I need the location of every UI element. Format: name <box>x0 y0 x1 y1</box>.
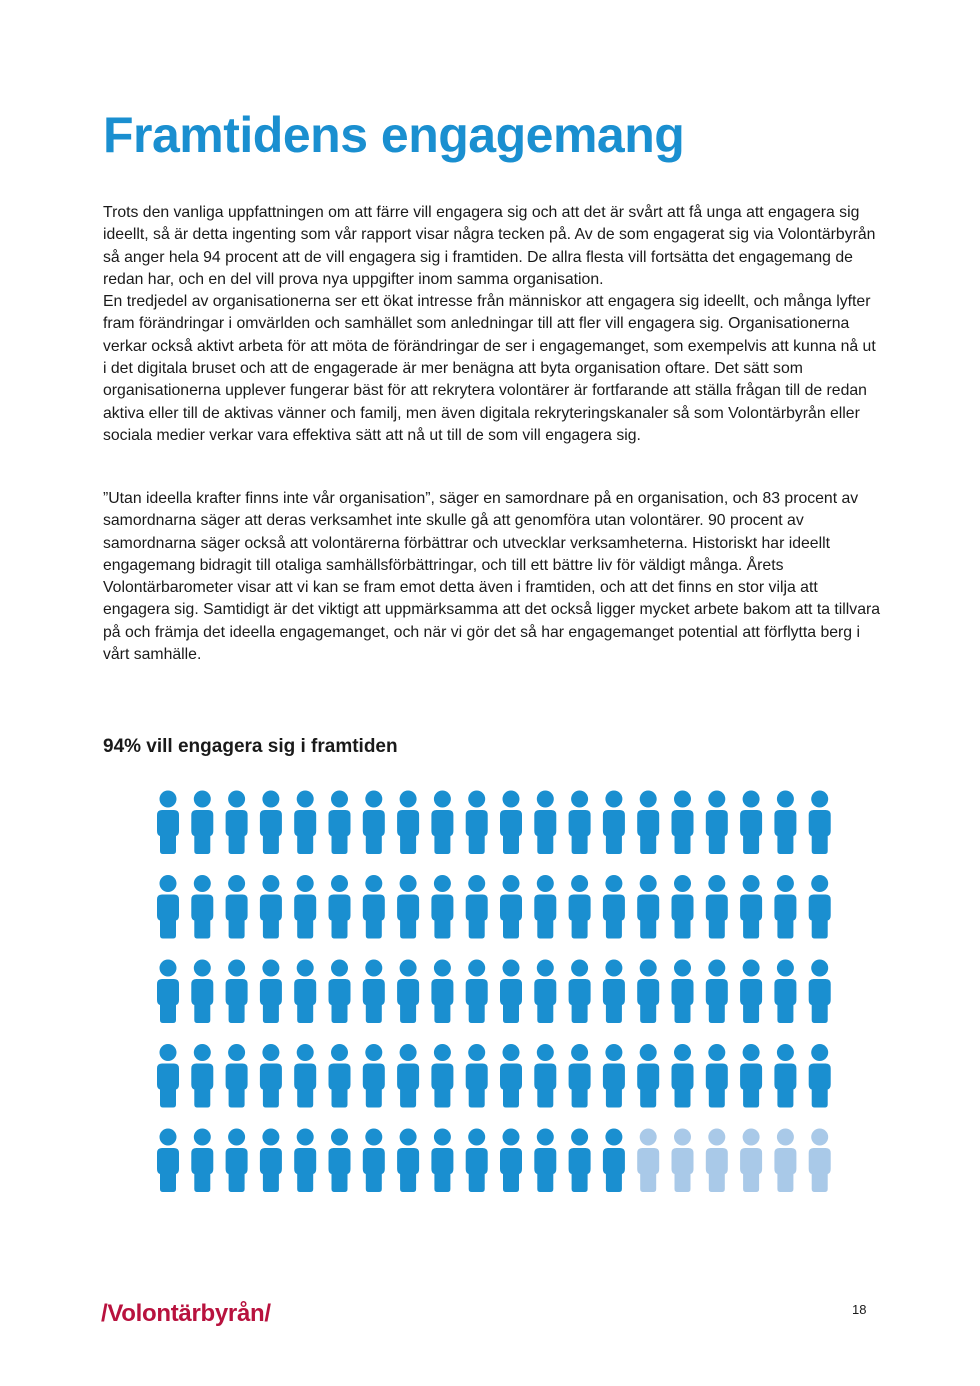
person-icon-highlighted <box>466 875 488 939</box>
person-icon-highlighted <box>774 791 796 855</box>
person-icon-highlighted <box>534 960 556 1024</box>
person-icon-highlighted <box>191 1044 213 1108</box>
person-icon-highlighted <box>191 791 213 855</box>
person-icon-highlighted <box>706 1044 728 1108</box>
person-icon-highlighted <box>466 791 488 855</box>
person-icon-highlighted <box>740 791 762 855</box>
body-paragraph: En tredjedel av organisationerna ser ett ökat intresse från människor att engagera sig ideellt, och många lyfter fram förändringar i omvärlden och samhället som anledningar till att fler vill engagera sig. Organisationerna verkar också aktivt arbeta för att möta de förändringar de ser i engagemanget, som exempelvis att kunna nå ut i det digitala bruset och att de engagerade är mer benägna att byta organisation oftare. Det sätt som organisationerna upplever fungerar bäst för att rekrytera volontärer är fortfarande att ställa frågan till de redan aktiva eller till de aktivas vänner och familj, men även digitala rekryteringskanaler så som Volontärbyrån eller sociala medier verkar vara effektiva sätt att nå ut till de som vill engagera sig. <box>103 293 876 444</box>
person-icon-highlighted <box>226 875 248 939</box>
person-icon-highlighted <box>157 791 179 855</box>
person-icon-highlighted <box>294 875 316 939</box>
person-icon-highlighted <box>329 875 351 939</box>
person-icon-highlighted <box>260 791 282 855</box>
person-icon-highlighted <box>260 1044 282 1108</box>
person-icon-highlighted <box>809 791 831 855</box>
page-title: Framtidens engagemang <box>103 107 685 163</box>
person-icon-highlighted <box>534 1044 556 1108</box>
person-icon-highlighted <box>500 1129 522 1193</box>
person-icon-highlighted <box>191 1129 213 1193</box>
person-icon-highlighted <box>672 1044 694 1108</box>
person-icon-highlighted <box>500 960 522 1024</box>
person-icon-highlighted <box>637 791 659 855</box>
person-icon-other <box>637 1129 659 1193</box>
chart-title: 94% vill engagera sig i framtiden <box>103 736 398 757</box>
person-icon-highlighted <box>603 960 625 1024</box>
person-icon-highlighted <box>569 791 591 855</box>
person-icon-highlighted <box>294 791 316 855</box>
body-section-1 <box>103 202 883 447</box>
person-icon-highlighted <box>226 1044 248 1108</box>
person-icon-highlighted <box>569 1044 591 1108</box>
person-icon-highlighted <box>329 1044 351 1108</box>
person-icon-highlighted <box>706 960 728 1024</box>
person-icon-highlighted <box>260 960 282 1024</box>
person-icon-highlighted <box>431 791 453 855</box>
person-icon-highlighted <box>363 1129 385 1193</box>
person-icon-highlighted <box>500 875 522 939</box>
person-icon-highlighted <box>191 875 213 939</box>
person-icon-highlighted <box>226 1129 248 1193</box>
person-icon-other <box>740 1129 762 1193</box>
person-icon-highlighted <box>294 1129 316 1193</box>
person-icon-highlighted <box>363 791 385 855</box>
person-icon-highlighted <box>603 1044 625 1108</box>
person-icon-highlighted <box>466 1044 488 1108</box>
person-icon-highlighted <box>466 1129 488 1193</box>
person-icon-highlighted <box>226 791 248 855</box>
person-icon-highlighted <box>363 875 385 939</box>
person-icon-highlighted <box>809 960 831 1024</box>
person-icon-highlighted <box>191 960 213 1024</box>
person-icon-highlighted <box>397 960 419 1024</box>
person-icon-highlighted <box>157 875 179 939</box>
person-icon-highlighted <box>431 1044 453 1108</box>
person-icon-highlighted <box>226 960 248 1024</box>
person-icon-highlighted <box>329 791 351 855</box>
person-icon-highlighted <box>294 960 316 1024</box>
person-icon-highlighted <box>637 1044 659 1108</box>
person-icon-highlighted <box>603 875 625 939</box>
person-icon-highlighted <box>431 960 453 1024</box>
person-icon-highlighted <box>466 960 488 1024</box>
person-icon-highlighted <box>774 960 796 1024</box>
person-icon-other <box>706 1129 728 1193</box>
volontarbyran-logo: /Volontärbyrån/ <box>101 1300 271 1327</box>
person-icon-highlighted <box>534 1129 556 1193</box>
body-section-2 <box>103 488 883 666</box>
person-icon-highlighted <box>740 960 762 1024</box>
person-icon-highlighted <box>329 960 351 1024</box>
person-icon-highlighted <box>431 875 453 939</box>
person-icon-highlighted <box>637 875 659 939</box>
person-icon-highlighted <box>569 960 591 1024</box>
person-icon-highlighted <box>672 960 694 1024</box>
person-icon-highlighted <box>809 875 831 939</box>
person-icon-highlighted <box>672 791 694 855</box>
person-icon-highlighted <box>329 1129 351 1193</box>
body-paragraph: ”Utan ideella krafter finns inte vår organisation”, säger en samordnare på en organisation, och 83 procent av samordnarna säger att deras verksamhet inte skulle gå att genomföra utan volontärer. 90 procent av samordnarna säger också att volontärerna förbättrar och utvecklar verksamheterna. Historiskt har ideellt engagemang bidragit till otaliga samhällsförbättringar, och till ett bättre liv för väldigt många. Årets Volontärbarometer visar att vi kan se fram emot detta även i framtiden, och att det finns en stor vilja att engagera sig. Samtidigt är det viktigt att uppmärksamma att det också ligger mycket arbete bakom att ta tillvara på och främja det ideella engagemanget, och när vi gör det så har engagemanget potential att förflytta berg i vårt samhälle. <box>103 490 881 664</box>
person-icon-highlighted <box>569 1129 591 1193</box>
person-icon-highlighted <box>397 875 419 939</box>
person-icon-highlighted <box>706 791 728 855</box>
person-icon-highlighted <box>363 1044 385 1108</box>
person-icon-highlighted <box>397 791 419 855</box>
person-icon-highlighted <box>774 1044 796 1108</box>
person-icon-other <box>809 1129 831 1193</box>
person-icon-highlighted <box>706 875 728 939</box>
person-icon-highlighted <box>260 875 282 939</box>
person-icon-highlighted <box>157 1044 179 1108</box>
person-icon-other <box>774 1129 796 1193</box>
person-icon-highlighted <box>603 1129 625 1193</box>
person-icon-highlighted <box>672 875 694 939</box>
person-icon-highlighted <box>569 875 591 939</box>
person-icon-highlighted <box>534 875 556 939</box>
person-icon-highlighted <box>157 960 179 1024</box>
person-icon-highlighted <box>363 960 385 1024</box>
person-icon-highlighted <box>500 1044 522 1108</box>
person-icon-highlighted <box>397 1044 419 1108</box>
person-icon-highlighted <box>294 1044 316 1108</box>
person-icon-highlighted <box>809 1044 831 1108</box>
person-icon-highlighted <box>740 875 762 939</box>
person-icon-other <box>672 1129 694 1193</box>
person-icon-highlighted <box>260 1129 282 1193</box>
person-icon-highlighted <box>637 960 659 1024</box>
body-paragraph: Trots den vanliga uppfattningen om att färre vill engagera sig och att det är svårt att få unga att engagera sig ideellt, så är detta ingenting som vår rapport visar några tecken på. Av de som engagerat sig via Volontärbyrån så anger hela 94 procent att de vill engagera sig i framtiden. De allra flesta vill fortsätta det engagemang de redan har, och en del vill prova nya uppgifter inom samma organisation. <box>103 204 876 288</box>
person-icon-highlighted <box>431 1129 453 1193</box>
person-icon-highlighted <box>774 875 796 939</box>
person-icon-highlighted <box>603 791 625 855</box>
person-icon-highlighted <box>534 791 556 855</box>
page-number: 18 <box>852 1302 867 1317</box>
person-icon-highlighted <box>740 1044 762 1108</box>
person-icon-highlighted <box>397 1129 419 1193</box>
person-icon-highlighted <box>157 1129 179 1193</box>
person-icon-highlighted <box>500 791 522 855</box>
